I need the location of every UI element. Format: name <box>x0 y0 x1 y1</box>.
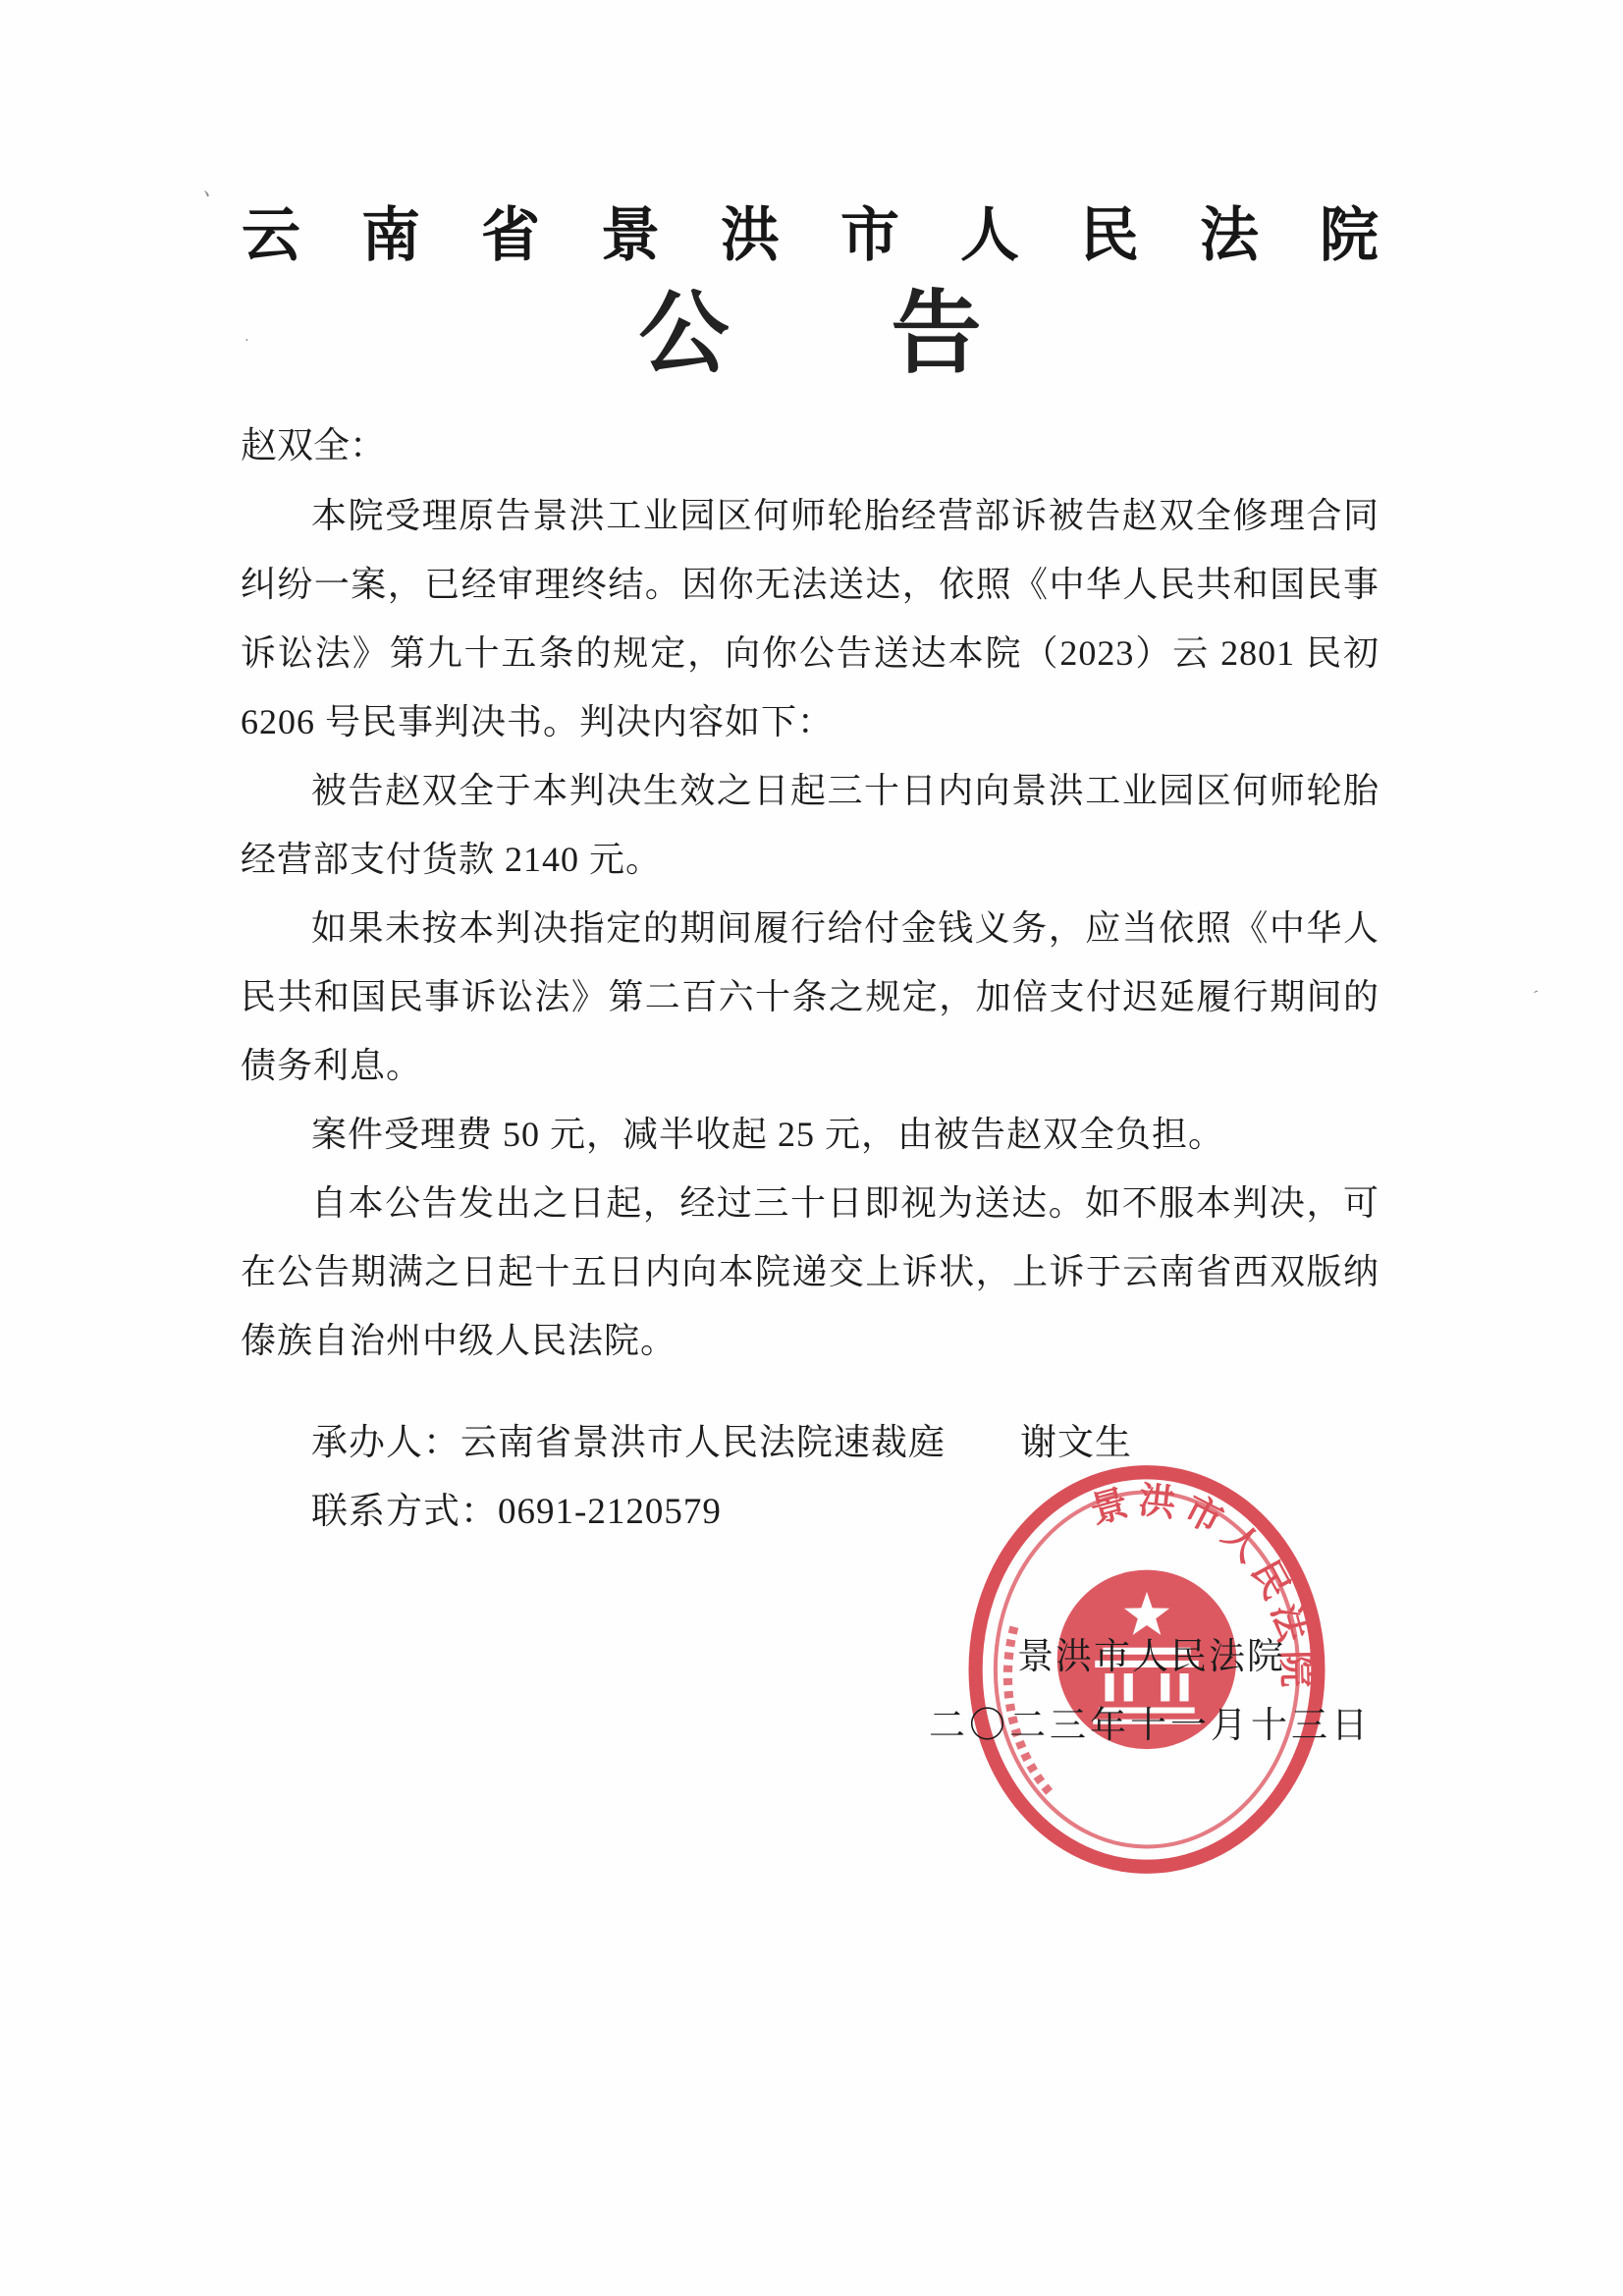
scan-artifact: 、 <box>201 174 229 203</box>
paragraph-appeal-terms: 自本公告发出之日起，经过三十日即视为送达。如不服本判决，可在公告期满之日起十五日内向本院递交上诉状，上诉于云南省西双版纳傣族自治州中级人民法院。 <box>241 1183 1380 1360</box>
paragraph-judgment-payment: 被告赵双全于本判决生效之日起三十日内向景洪工业园区何师轮胎经营部支付货款 2140 元。 <box>241 771 1380 879</box>
notice-content <box>241 191 1439 1547</box>
signature-court-name: 景洪市人民法院 <box>1017 1637 1285 1677</box>
paragraph-court-fee: 案件受理费 50 元，减半收起 25 元，由被告赵双全负担。 <box>311 1115 1225 1154</box>
signature-date: 二〇二三年十一月十三日 <box>929 1706 1372 1746</box>
seal-ring-text: 景洪市人民法院 <box>1086 1478 1318 1695</box>
paragraph-late-interest: 如果未按本判决指定的期间履行给付金钱义务，应当依照《中华人民共和国民事诉讼法》第二百六十条之规定，加倍支付迟延履行期间的债务利息。 <box>241 908 1380 1085</box>
notice-title: 公告 <box>638 284 1144 384</box>
paragraph-case-summary: 本院受理原告景洪工业园区何师轮胎经营部诉被告赵双全修理合同纠纷一案，已经审理终结。因你无法送达，依照《中华人民共和国民事诉讼法》第九十五条的规定，向你公告送达本院（2023）云 2801 民初 6206 号民事判决书。判决内容如下： <box>241 496 1380 741</box>
scan-artifact: · <box>239 332 254 349</box>
salutation: 赵双全： <box>241 426 386 466</box>
scan-artifact: ˊ <box>1530 986 1541 1008</box>
contact-line: 联系方式：0691-2120579 <box>311 1492 722 1532</box>
court-title: 云南省景洪市人民法院 <box>242 202 1439 268</box>
handler-line: 承办人：云南省景洪市人民法院速裁庭 谢文生 <box>311 1423 1132 1463</box>
